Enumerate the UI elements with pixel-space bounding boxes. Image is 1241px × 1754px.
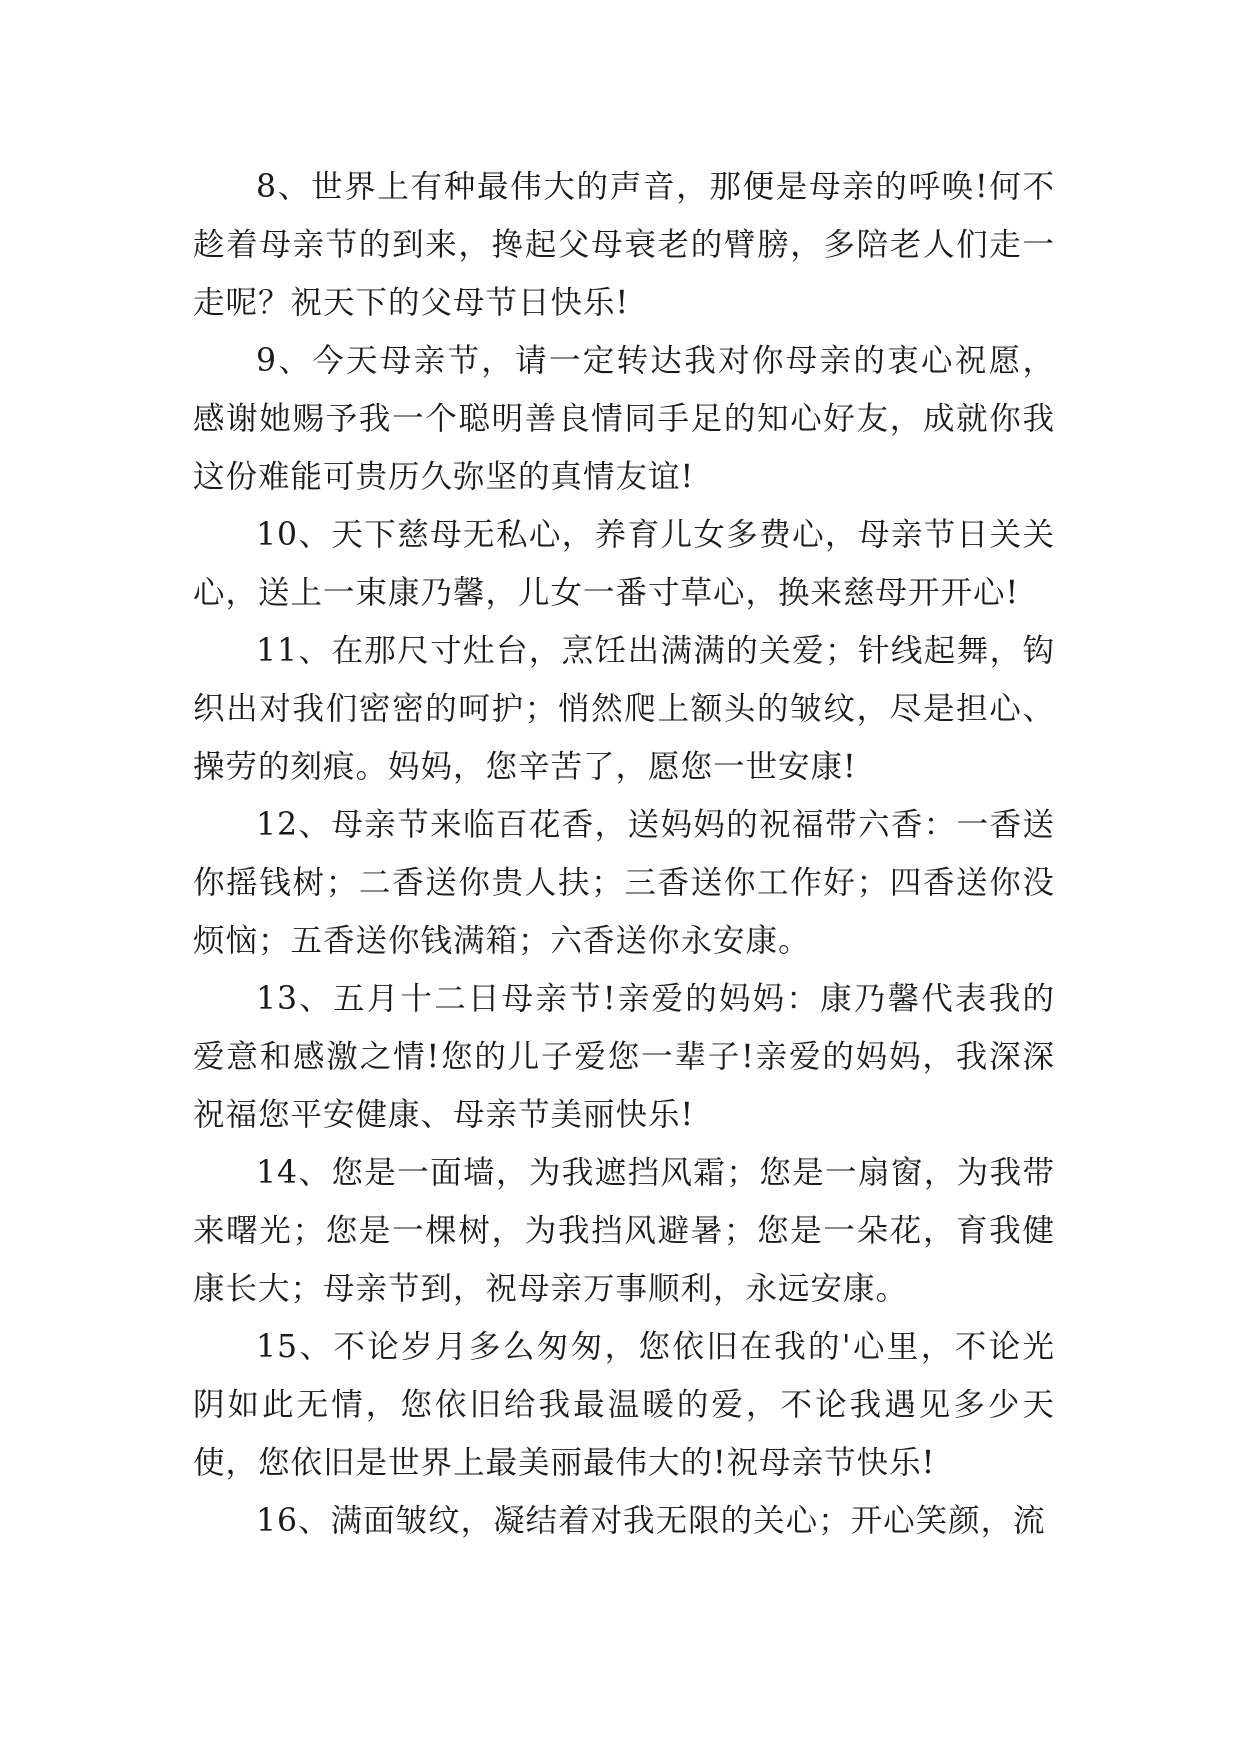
paragraph-9: 9、今天母亲节，请一定转达我对你母亲的衷心祝愿，感谢她赐予我一个聪明善良情同手足的知心好友，成就你我这份难能可贵历久弥坚的真情友谊! xyxy=(193,343,1055,495)
paragraph-13: 13、五月十二日母亲节!亲爱的妈妈：康乃馨代表我的爱意和感激之情!您的儿子爱您一辈子!亲爱的妈妈，我深深祝福您平安健康、母亲节美丽快乐! xyxy=(193,981,1055,1133)
paragraph-10: 10、天下慈母无私心，养育儿女多费心，母亲节日关关心，送上一束康乃馨，儿女一番寸草心，换来慈母开开心! xyxy=(193,517,1055,611)
paragraph-14: 14、您是一面墙，为我遮挡风霜；您是一扇窗，为我带来曙光；您是一棵树，为我挡风避暑；您是一朵花，育我健康长大；母亲节到，祝母亲万事顺利，永远安康。 xyxy=(193,1155,1055,1307)
paragraph-11: 11、在那尺寸灶台，烹饪出满满的关爱；针线起舞，钩织出对我们密密的呵护；悄然爬上额头的皱纹，尽是担心、操劳的刻痕。妈妈，您辛苦了，愿您一世安康! xyxy=(193,633,1055,785)
paragraph-8: 8、世界上有种最伟大的声音，那便是母亲的呼唤!何不趁着母亲节的到来，搀起父母衰老的臂膀，多陪老人们走一走呢？祝天下的父母节日快乐! xyxy=(193,169,1055,321)
paragraph-16: 16、满面皱纹，凝结着对我无限的关心；开心笑颜，流 xyxy=(256,1503,1046,1539)
document-body xyxy=(193,158,1055,1550)
paragraph-12: 12、母亲节来临百花香，送妈妈的祝福带六香：一香送你摇钱树；二香送你贵人扶；三香送你工作好；四香送你没烦恼；五香送你钱满箱；六香送你永安康。 xyxy=(193,807,1055,959)
paragraph-15: 15、不论岁月多么匆匆，您依旧在我的'心里，不论光阴如此无情，您依旧给我最温暖的爱，不论我遇见多少天使，您依旧是世界上最美丽最伟大的!祝母亲节快乐! xyxy=(193,1329,1055,1481)
